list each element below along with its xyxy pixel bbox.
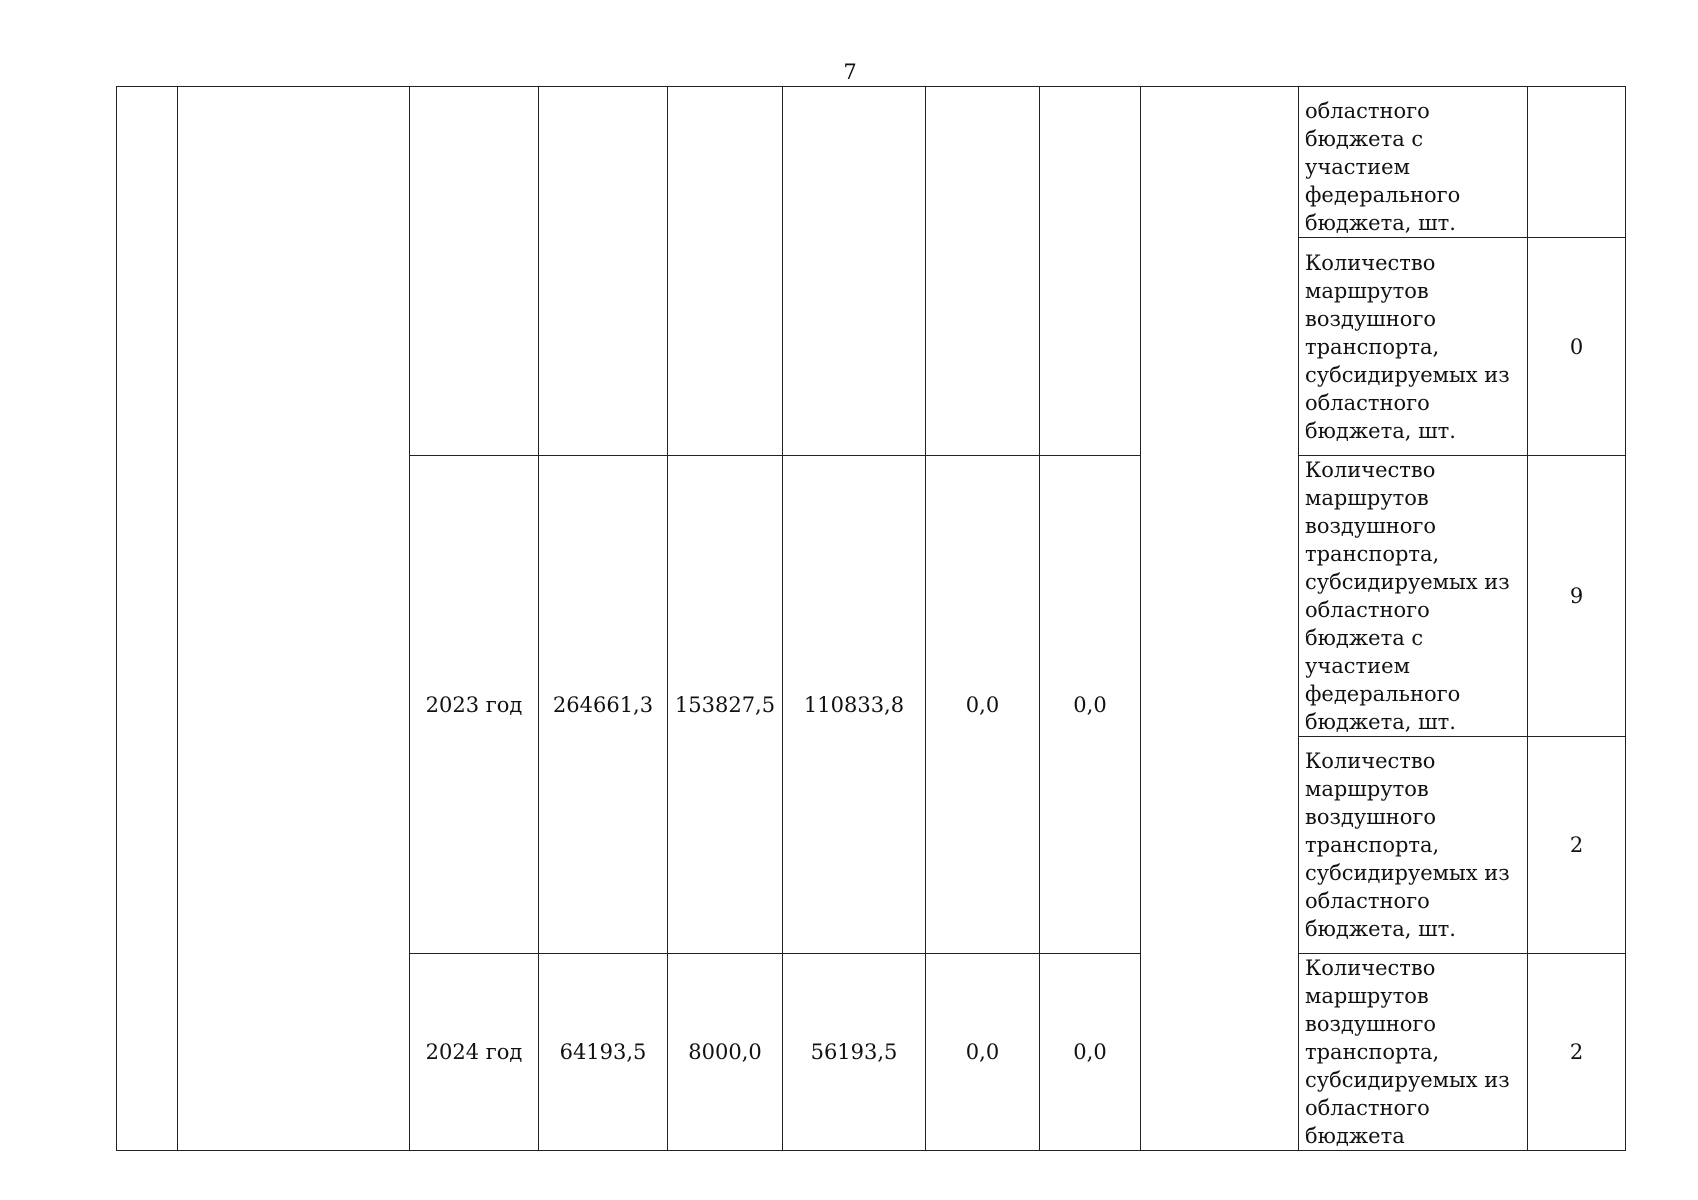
name-cell — [178, 87, 410, 1151]
year-cell: 2024 год — [410, 954, 539, 1151]
program-table — [116, 86, 1626, 1151]
total-cell-empty — [539, 87, 668, 456]
federal-cell: 153827,5 — [668, 456, 783, 954]
page-number: 7 — [843, 60, 857, 84]
other-cell: 0,0 — [1040, 456, 1141, 954]
indicator-value: 2 — [1528, 954, 1626, 1151]
indicator-text: областного бюджета с участием федерального бюджета, шт. — [1299, 87, 1528, 238]
year-cell-empty — [410, 87, 539, 456]
indicator-value: 0 — [1528, 238, 1626, 456]
indicator-value: 9 — [1528, 456, 1626, 737]
regional-cell: 110833,8 — [783, 456, 926, 954]
local-cell: 0,0 — [926, 456, 1040, 954]
indicator-value: 2 — [1528, 737, 1626, 954]
indicator-text: Количество маршрутов воздушного транспорта, субсидируемых из областного бюджета с участием федерального бюджета, шт. — [1299, 456, 1528, 737]
table-row — [117, 87, 1626, 238]
total-cell: 264661,3 — [539, 456, 668, 954]
other-cell: 0,0 — [1040, 954, 1141, 1151]
indicator-value — [1528, 87, 1626, 238]
number-cell — [117, 87, 178, 1151]
indicator-text: Количество маршрутов воздушного транспорта, субсидируемых из областного бюджета — [1299, 954, 1528, 1151]
year-cell: 2023 год — [410, 456, 539, 954]
federal-cell: 8000,0 — [668, 954, 783, 1151]
local-cell-empty — [926, 87, 1040, 456]
regional-cell-empty — [783, 87, 926, 456]
executor-cell — [1141, 87, 1299, 1151]
other-cell-empty — [1040, 87, 1141, 456]
indicator-text: Количество маршрутов воздушного транспорта, субсидируемых из областного бюджета, шт. — [1299, 238, 1528, 456]
regional-cell: 56193,5 — [783, 954, 926, 1151]
indicator-text: Количество маршрутов воздушного транспорта, субсидируемых из областного бюджета, шт. — [1299, 737, 1528, 954]
local-cell: 0,0 — [926, 954, 1040, 1151]
federal-cell-empty — [668, 87, 783, 456]
total-cell: 64193,5 — [539, 954, 668, 1151]
